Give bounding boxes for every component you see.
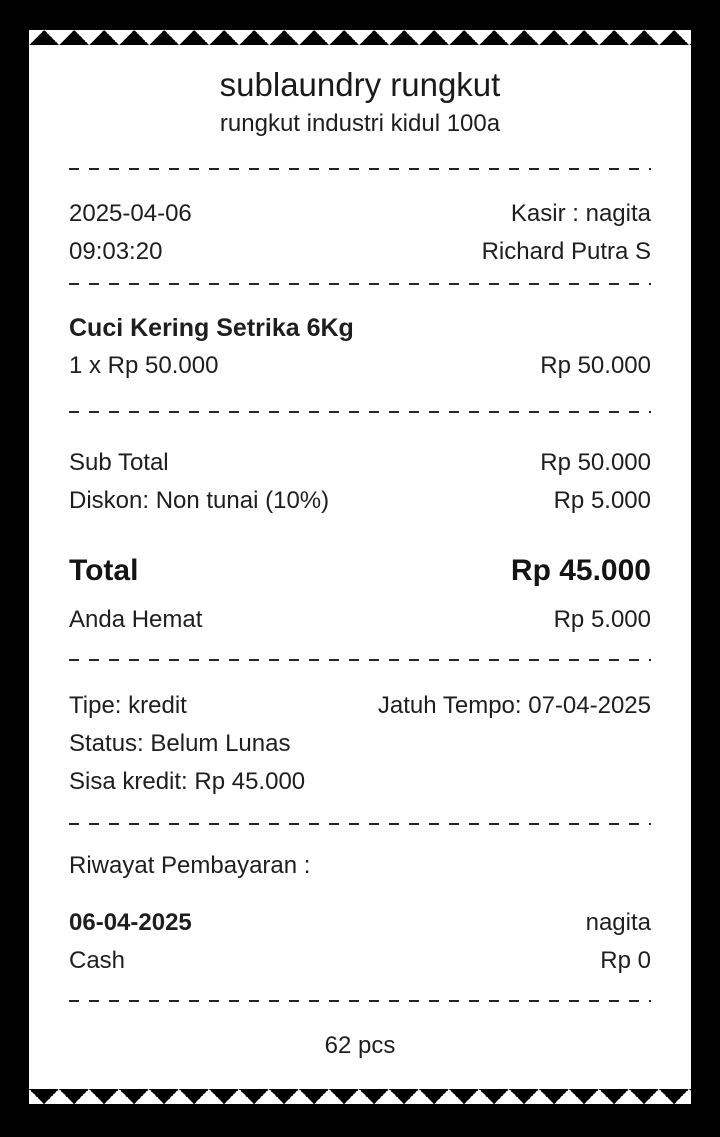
summary [69, 444, 651, 639]
staff-name: Richard Putra S [481, 238, 651, 265]
payment-history-entry [69, 904, 651, 980]
credit-info [69, 687, 651, 801]
payment-entry-detail [69, 942, 651, 980]
payment-method: Cash [69, 947, 126, 974]
total-label: Total [69, 554, 139, 587]
receipt-body [29, 45, 691, 1089]
separator [69, 1000, 651, 1002]
store-address: rungkut industri kidul 100a [219, 110, 501, 137]
transaction-time: 09:03:20 [69, 238, 163, 265]
transaction-date: 2025-04-06 [69, 200, 192, 227]
line-item [69, 309, 651, 385]
credit-remaining: Sisa kredit: Rp 45.000 [69, 768, 306, 795]
payment-entry-date: 06-04-2025 [69, 909, 192, 936]
cashier-label: Kasir : nagita [510, 200, 651, 227]
separator [69, 411, 651, 413]
item-amount: Rp 50.000 [540, 352, 651, 379]
pieces-count: 62 pcs [324, 1032, 396, 1059]
subtotal-label: Sub Total [69, 449, 169, 476]
meta-row [69, 195, 651, 233]
credit-due-date: Jatuh Tempo: 07-04-2025 [377, 692, 651, 719]
receipt-torn-edge-bottom [29, 1089, 691, 1104]
savings-value: Rp 5.000 [553, 606, 651, 633]
transaction-meta [69, 195, 651, 271]
item-name: Cuci Kering Setrika 6Kg [69, 314, 354, 342]
payment-amount: Rp 0 [600, 947, 651, 974]
total-row [69, 549, 651, 593]
meta-row [69, 233, 651, 271]
separator [69, 283, 651, 285]
discount-row [69, 482, 651, 520]
separator [69, 823, 651, 825]
savings-row [69, 601, 651, 639]
payment-entry-header [69, 904, 651, 942]
separator [69, 168, 651, 170]
total-value: Rp 45.000 [510, 554, 651, 587]
payment-entry-cashier: nagita [585, 909, 651, 936]
receipt-torn-edge-top [29, 30, 691, 45]
item-price-row [69, 347, 651, 385]
store-name: sublaundry rungkut [219, 66, 501, 103]
subtotal-row [69, 444, 651, 482]
discount-label: Diskon: Non tunai (10%) [69, 487, 330, 514]
item-qty-price: 1 x Rp 50.000 [69, 352, 219, 379]
discount-value: Rp 5.000 [553, 487, 651, 514]
subtotal-value: Rp 50.000 [540, 449, 651, 476]
receipt [29, 30, 691, 1104]
payment-history-title: Riwayat Pembayaran : [69, 852, 311, 879]
credit-status: Status: Belum Lunas [69, 730, 291, 757]
credit-type: Tipe: kredit [69, 692, 187, 719]
separator [69, 659, 651, 661]
credit-type-row [69, 687, 651, 725]
savings-label: Anda Hemat [69, 606, 203, 633]
